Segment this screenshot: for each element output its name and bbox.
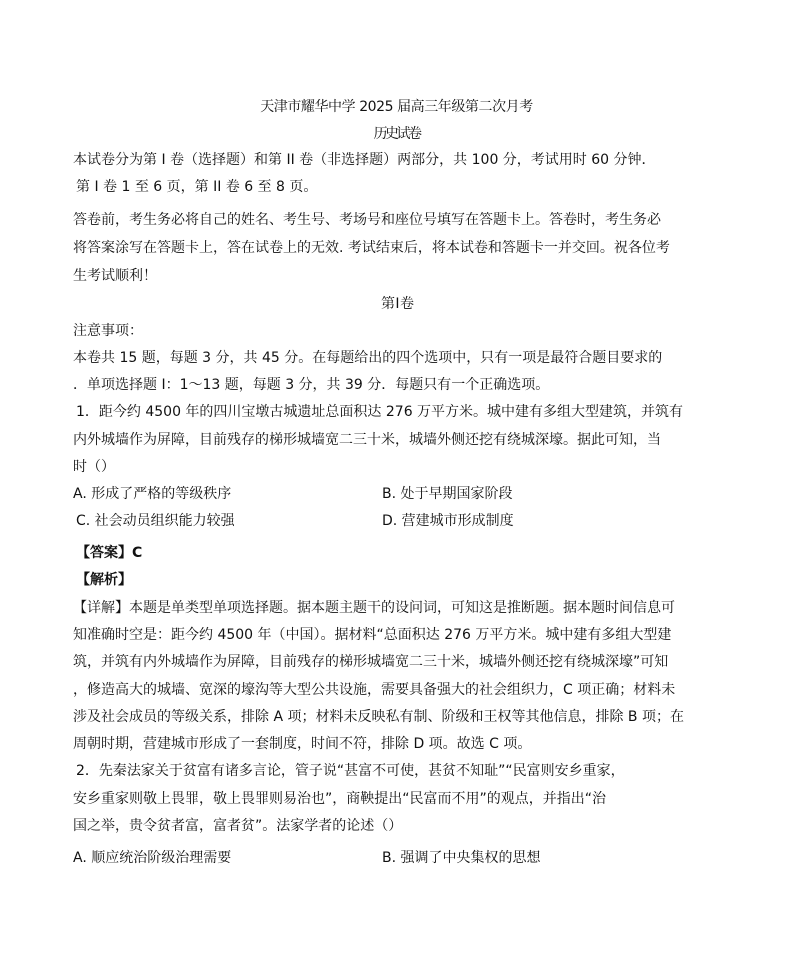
question-stem: 内外城墙作为屏障，目前残存的梯形城墙宽二三十米，城墙外侧还挖有绕城深壕。据此可知，当	[73, 432, 661, 448]
intro-line: 第 I 卷 1 至 6 页，第 II 卷 6 至 8 页。	[76, 179, 318, 195]
intro-line: 将答案涂写在答题卡上，答在试卷上的无效. 考试结束后，将本试卷和答题卡一并交回。祝各位考	[73, 240, 670, 256]
question-stem: 国之举，贵令贫者富，富者贫”。法家学者的论述（）	[73, 818, 403, 834]
option-b: B. 处于早期国家阶段	[382, 486, 513, 502]
answer-label: 【答案】C	[76, 545, 143, 561]
option-c: C. 社会动员组织能力较强	[76, 513, 235, 529]
notice-line: ．单项选择题 I：1～13 题，每题 3 分，共 39 分．每题只有一个正确选项。	[73, 377, 550, 393]
detail-line: 【详解】本题是单类型单项选择题。据本题主题干的设问词，可知这是推断题。据本题时间信息可	[73, 600, 675, 616]
subject-title: 历史试卷	[373, 126, 420, 142]
intro-line: 生考试顺利！	[73, 268, 157, 284]
analysis-label: 【解析】	[76, 572, 132, 588]
question-stem: 1．距今约 4500 年的四川宝墩古城遗址总面积达 276 万平方米。城中建有多组大型建筑，并筑有	[76, 404, 684, 420]
option-b: B. 强调了中央集权的思想	[382, 850, 541, 866]
exam-title: 天津市耀华中学 2025 届高三年级第二次月考	[260, 99, 533, 115]
intro-line: 答卷前，考生务必将自己的姓名、考生号、考场号和座位号填写在答题卡上。答卷时，考生务必	[73, 212, 661, 228]
question-stem: 安乡重家则敬上畏罪，敬上畏罪则易治也”，商鞅提出“民富而不用”的观点，并指出“治	[73, 791, 607, 807]
option-d: D. 营建城市形成制度	[382, 513, 514, 529]
question-stem: 时（）	[73, 459, 115, 475]
option-a: A. 顺应统治阶级治理需要	[73, 850, 232, 866]
detail-line: ，修造高大的城墙、宽深的壕沟等大型公共设施，需要具备强大的社会组织力，C 项正确；材料未	[73, 682, 676, 698]
detail-line: 周朝时期，营建城市形成了一套制度，时间不符，排除 D 项。故选 C 项。	[73, 736, 532, 752]
question-stem: 2．先秦法家关于贫富有诸多言论，管子说“甚富不可使，甚贫不知耻”“民富则安乡重家，	[76, 763, 625, 779]
detail-line: 涉及社会成员的等级关系，排除 A 项；材料未反映私有制、阶级和王权等其他信息，排除 B 项；在	[73, 709, 684, 725]
notice-label: 注意事项：	[73, 323, 143, 339]
notice-line: 本卷共 15 题，每题 3 分，共 45 分。在每题给出的四个选项中，只有一项是最符合题目要求的	[73, 350, 663, 366]
option-a: A. 形成了严格的等级秩序	[73, 486, 232, 502]
detail-line: 筑，并筑有内外城墙作为屏障，目前残存的梯形城墙宽二三十米，城墙外侧还挖有绕城深壕”可知	[73, 654, 669, 670]
section-title: 第 I 卷	[380, 296, 413, 312]
detail-line: 知准确时空是：距今约 4500 年（中国）。据材料“总面积达 276 万平方米。城中建有多组大型建	[73, 627, 672, 643]
intro-line: 本试卷分为第 I 卷（选择题）和第 II 卷（非选择题）两部分，共 100 分，考试用时 60 分钟．	[73, 152, 656, 168]
